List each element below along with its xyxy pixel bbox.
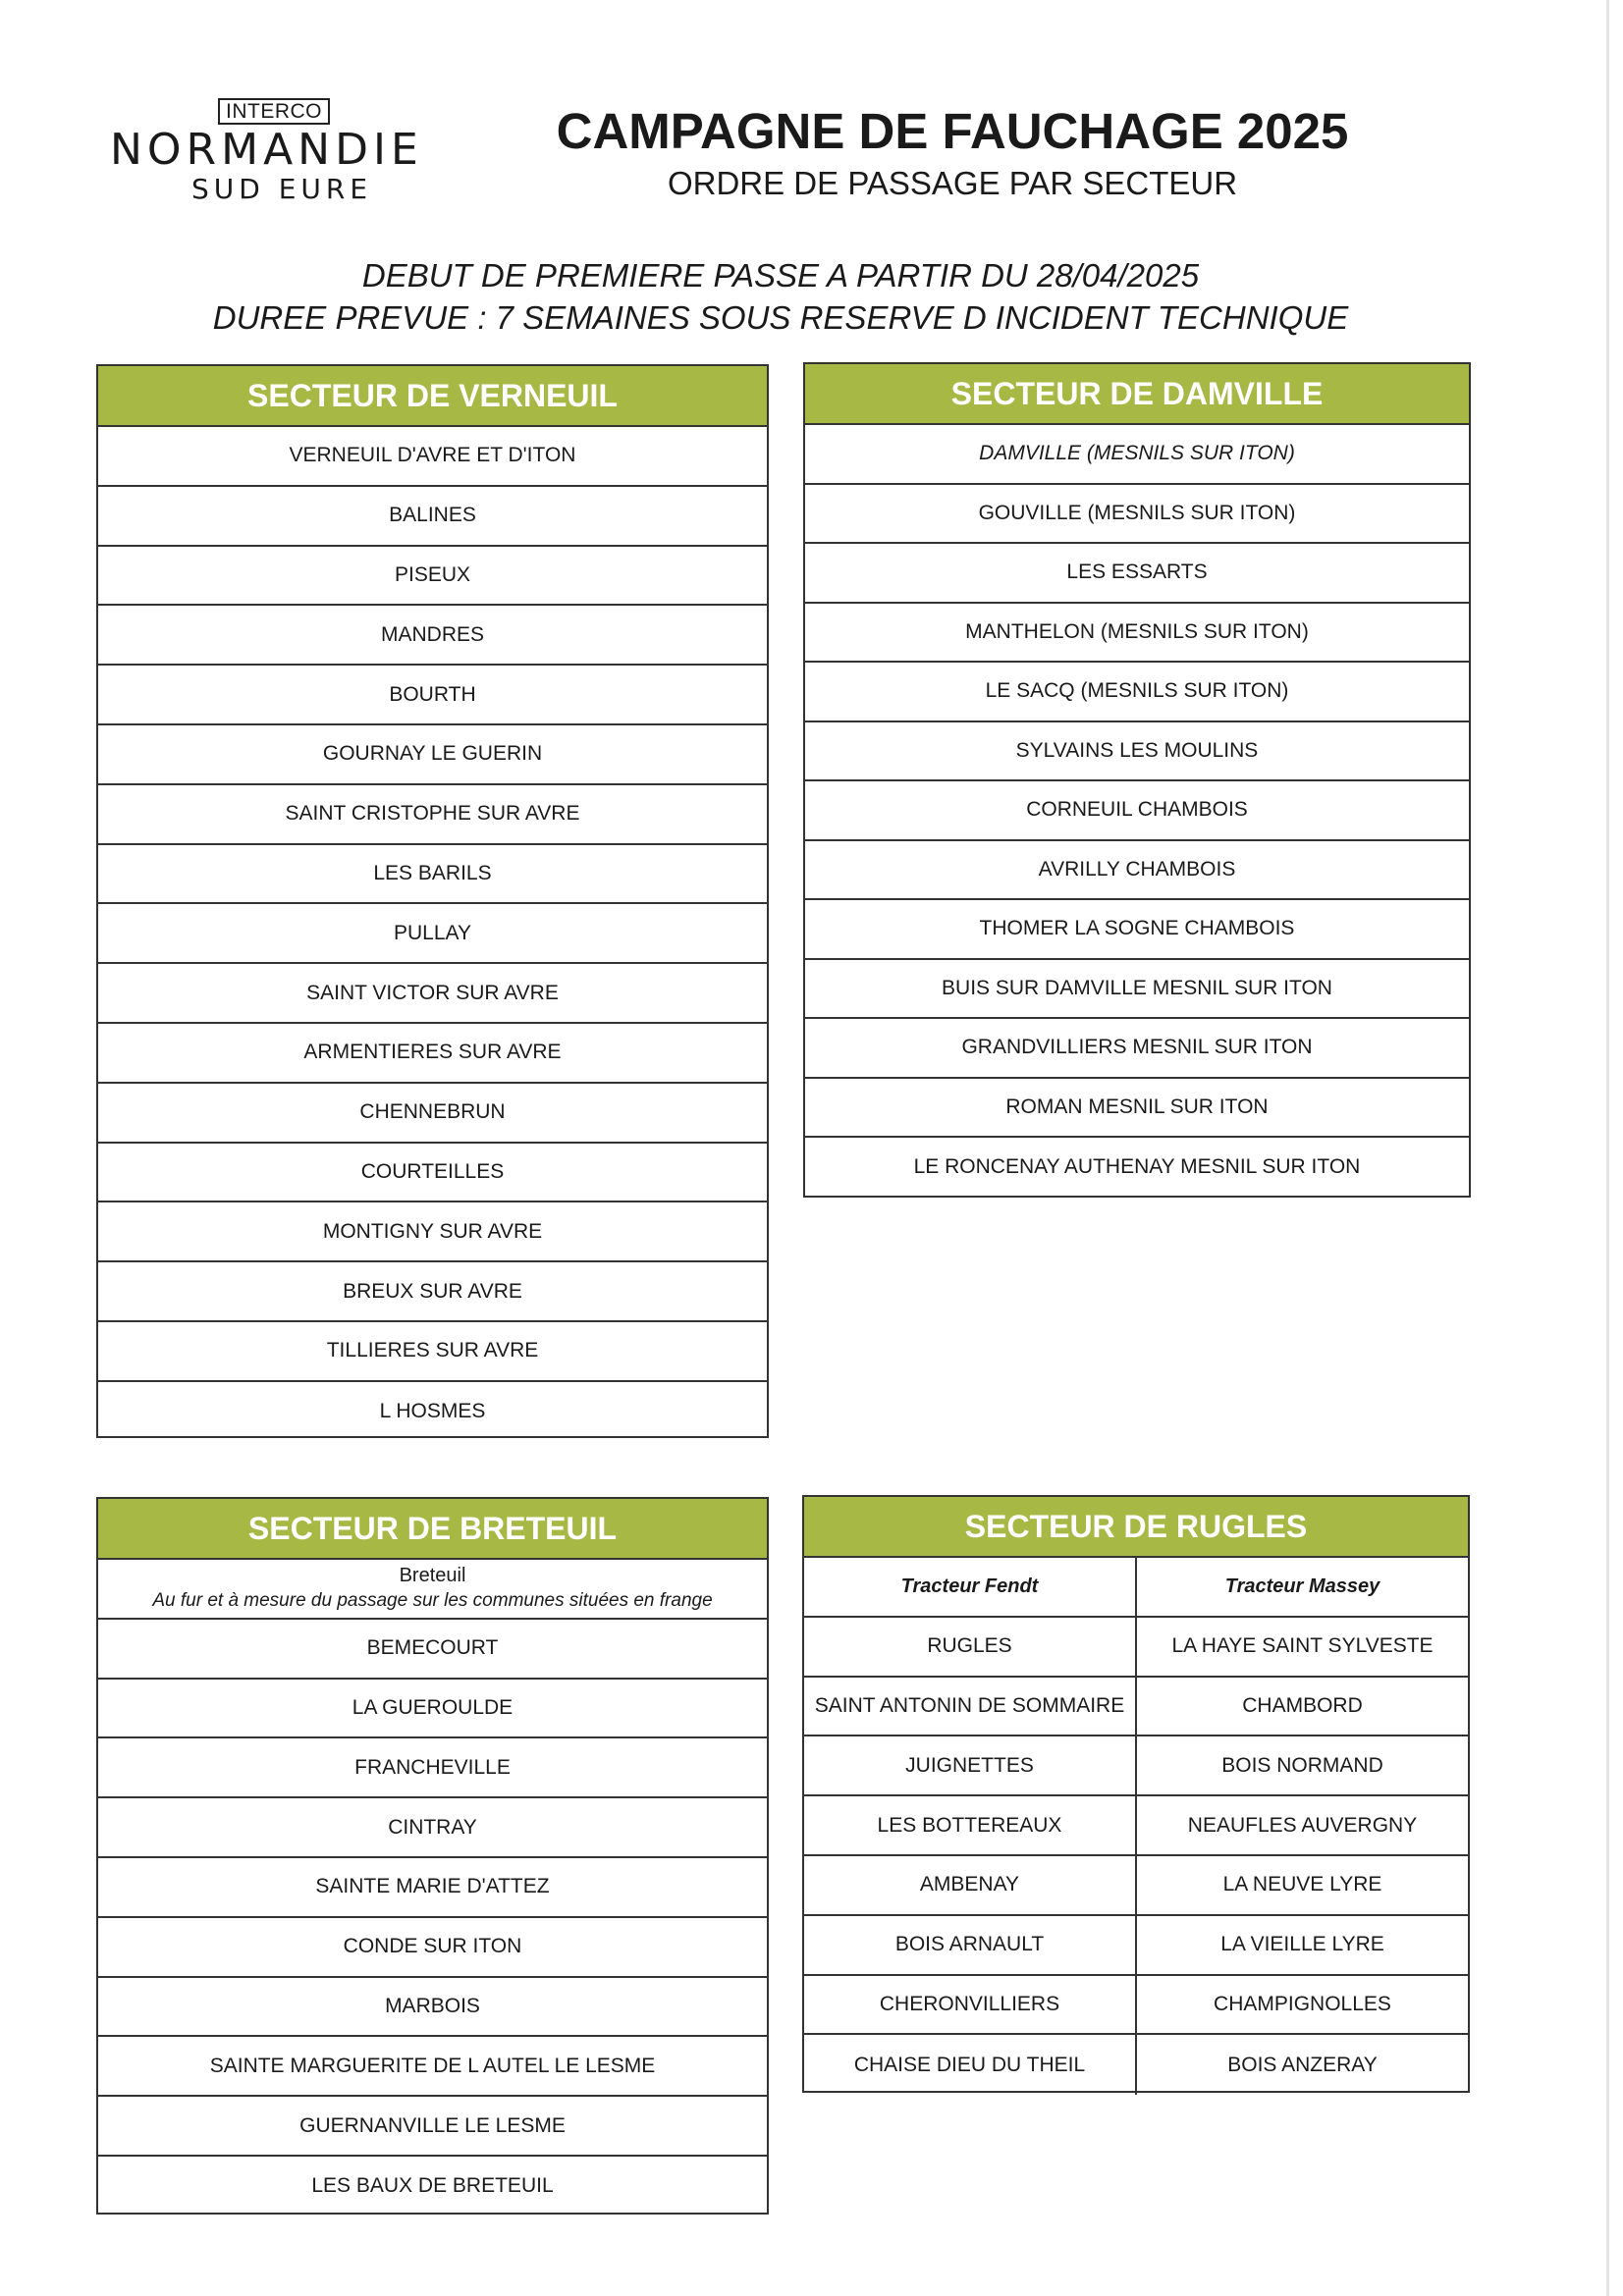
table-row — [804, 1736, 1468, 1796]
table-row: LES BARILS — [98, 845, 767, 905]
table-row — [804, 1976, 1468, 2036]
table-row — [804, 1856, 1468, 1916]
verneuil-sector-title: SECTEUR DE VERNEUIL — [98, 366, 767, 427]
breteuil-note-row — [98, 1560, 767, 1620]
start-date-info: DEBUT DE PREMIERE PASSE A PARTIR DU 28/04/2025 — [361, 257, 1200, 294]
column-header-massey: Tracteur Massey — [1224, 1575, 1380, 1597]
table-row: COURTEILLES — [98, 1144, 767, 1203]
breteuil-sector-title: SECTEUR DE BRETEUIL — [98, 1499, 767, 1560]
table-cell: BOIS ANZERAY — [1227, 2053, 1378, 2076]
table-row: THOMER LA SOGNE CHAMBOIS — [805, 900, 1469, 960]
table-row: CHENNEBRUN — [98, 1084, 767, 1144]
table-row: BEMECOURT — [98, 1620, 767, 1680]
table-row: MONTIGNY SUR AVRE — [98, 1202, 767, 1262]
damville-sector-table — [803, 362, 1471, 1198]
table-cell: CHAMBORD — [1242, 1693, 1363, 1717]
table-cell: RUGLES — [804, 1618, 1137, 1676]
table-row: GRANDVILLIERS MESNIL SUR ITON — [805, 1019, 1469, 1079]
table-row: LES BAUX DE BRETEUIL — [311, 2174, 554, 2198]
table-row: LE RONCENAY AUTHENAY MESNIL SUR ITON — [913, 1155, 1361, 1179]
table-cell: AMBENAY — [804, 1856, 1137, 1914]
table-row: LE SACQ (MESNILS SUR ITON) — [805, 663, 1469, 722]
table-row: MANDRES — [98, 606, 767, 666]
verneuil-sector-table — [96, 364, 769, 1438]
logo-interco-box: INTERCO — [218, 98, 330, 125]
table-row: SYLVAINS LES MOULINS — [805, 722, 1469, 782]
table-row: SAINTE MARGUERITE DE L AUTEL LE LESME — [98, 2037, 767, 2097]
table-row: MARBOIS — [98, 1978, 767, 2038]
table-cell: CHERONVILLIERS — [804, 1976, 1137, 2034]
table-row — [804, 1618, 1468, 1678]
breteuil-note-title: Breteuil — [399, 1565, 466, 1587]
table-cell: CHAISE DIEU DU THEIL — [804, 2035, 1137, 2095]
table-cell: LA NEUVE LYRE — [1222, 1873, 1382, 1896]
table-row: L HOSMES — [379, 1400, 486, 1423]
table-row: AVRILLY CHAMBOIS — [805, 841, 1469, 901]
page-edge — [1606, 0, 1609, 2296]
duration-info: DUREE PREVUE : 7 SEMAINES SOUS RESERVE D INCIDENT TECHNIQUE — [212, 299, 1349, 336]
table-cell: LA VIEILLE LYRE — [1220, 1933, 1384, 1956]
table-row: GOURNAY LE GUERIN — [98, 725, 767, 785]
table-row: CORNEUIL CHAMBOIS — [805, 781, 1469, 841]
table-cell: SAINT ANTONIN DE SOMMAIRE — [804, 1678, 1137, 1735]
rugles-sector-title: SECTEUR DE RUGLES — [804, 1497, 1468, 1558]
table-row — [804, 1796, 1468, 1856]
table-row: PULLAY — [98, 904, 767, 964]
table-row: BREUX SUR AVRE — [98, 1262, 767, 1322]
page-title: CAMPAGNE DE FAUCHAGE 2025 — [556, 103, 1349, 159]
rugles-sector-table — [802, 1495, 1470, 2093]
table-row: BUIS SUR DAMVILLE MESNIL SUR ITON — [805, 960, 1469, 1020]
table-row: CINTRAY — [98, 1798, 767, 1858]
logo-main-text: NORMANDIE — [110, 125, 423, 175]
table-cell: CHAMPIGNOLLES — [1214, 1992, 1391, 2015]
table-row: GUERNANVILLE LE LESME — [98, 2097, 767, 2157]
table-row: CONDE SUR ITON — [98, 1918, 767, 1978]
table-row: SAINT CRISTOPHE SUR AVRE — [98, 785, 767, 845]
breteuil-note-sub: Au fur et à mesure du passage sur les communes situées en frange — [152, 1590, 713, 1612]
logo-sub-text: SUD EURE — [191, 173, 373, 205]
table-row: TILLIERES SUR AVRE — [98, 1322, 767, 1382]
table-row — [804, 1678, 1468, 1737]
table-row: PISEUX — [98, 547, 767, 607]
table-row — [804, 1916, 1468, 1976]
logo — [98, 96, 452, 214]
table-row: LA GUEROULDE — [98, 1680, 767, 1739]
table-row: BOURTH — [98, 666, 767, 725]
table-row: LES ESSARTS — [805, 544, 1469, 604]
page-subtitle: ORDRE DE PASSAGE PAR SECTEUR — [667, 165, 1238, 201]
breteuil-sector-table — [96, 1497, 769, 2215]
table-cell: BOIS ARNAULT — [804, 1916, 1137, 1974]
table-cell: LA HAYE SAINT SYLVESTE — [1171, 1634, 1434, 1658]
table-cell: BOIS NORMAND — [1221, 1753, 1383, 1777]
table-row: MANTHELON (MESNILS SUR ITON) — [805, 604, 1469, 664]
table-row: SAINT VICTOR SUR AVRE — [98, 964, 767, 1024]
table-row: BALINES — [98, 487, 767, 547]
table-row: ARMENTIERES SUR AVRE — [98, 1024, 767, 1084]
table-cell: JUIGNETTES — [804, 1736, 1137, 1794]
table-row: SAINTE MARIE D'ATTEZ — [98, 1858, 767, 1918]
table-row — [804, 2035, 1468, 2095]
table-row: GOUVILLE (MESNILS SUR ITON) — [805, 485, 1469, 545]
table-cell: NEAUFLES AUVERGNY — [1187, 1813, 1418, 1837]
table-row: ROMAN MESNIL SUR ITON — [805, 1079, 1469, 1139]
table-row: FRANCHEVILLE — [98, 1738, 767, 1798]
table-row: DAMVILLE (MESNILS SUR ITON) — [805, 425, 1469, 485]
rugles-header-row — [804, 1558, 1468, 1618]
table-row: VERNEUIL D'AVRE ET D'ITON — [98, 427, 767, 487]
table-cell: LES BOTTEREAUX — [804, 1796, 1137, 1854]
damville-sector-title: SECTEUR DE DAMVILLE — [805, 364, 1469, 425]
column-header-fendt: Tracteur Fendt — [804, 1558, 1137, 1616]
